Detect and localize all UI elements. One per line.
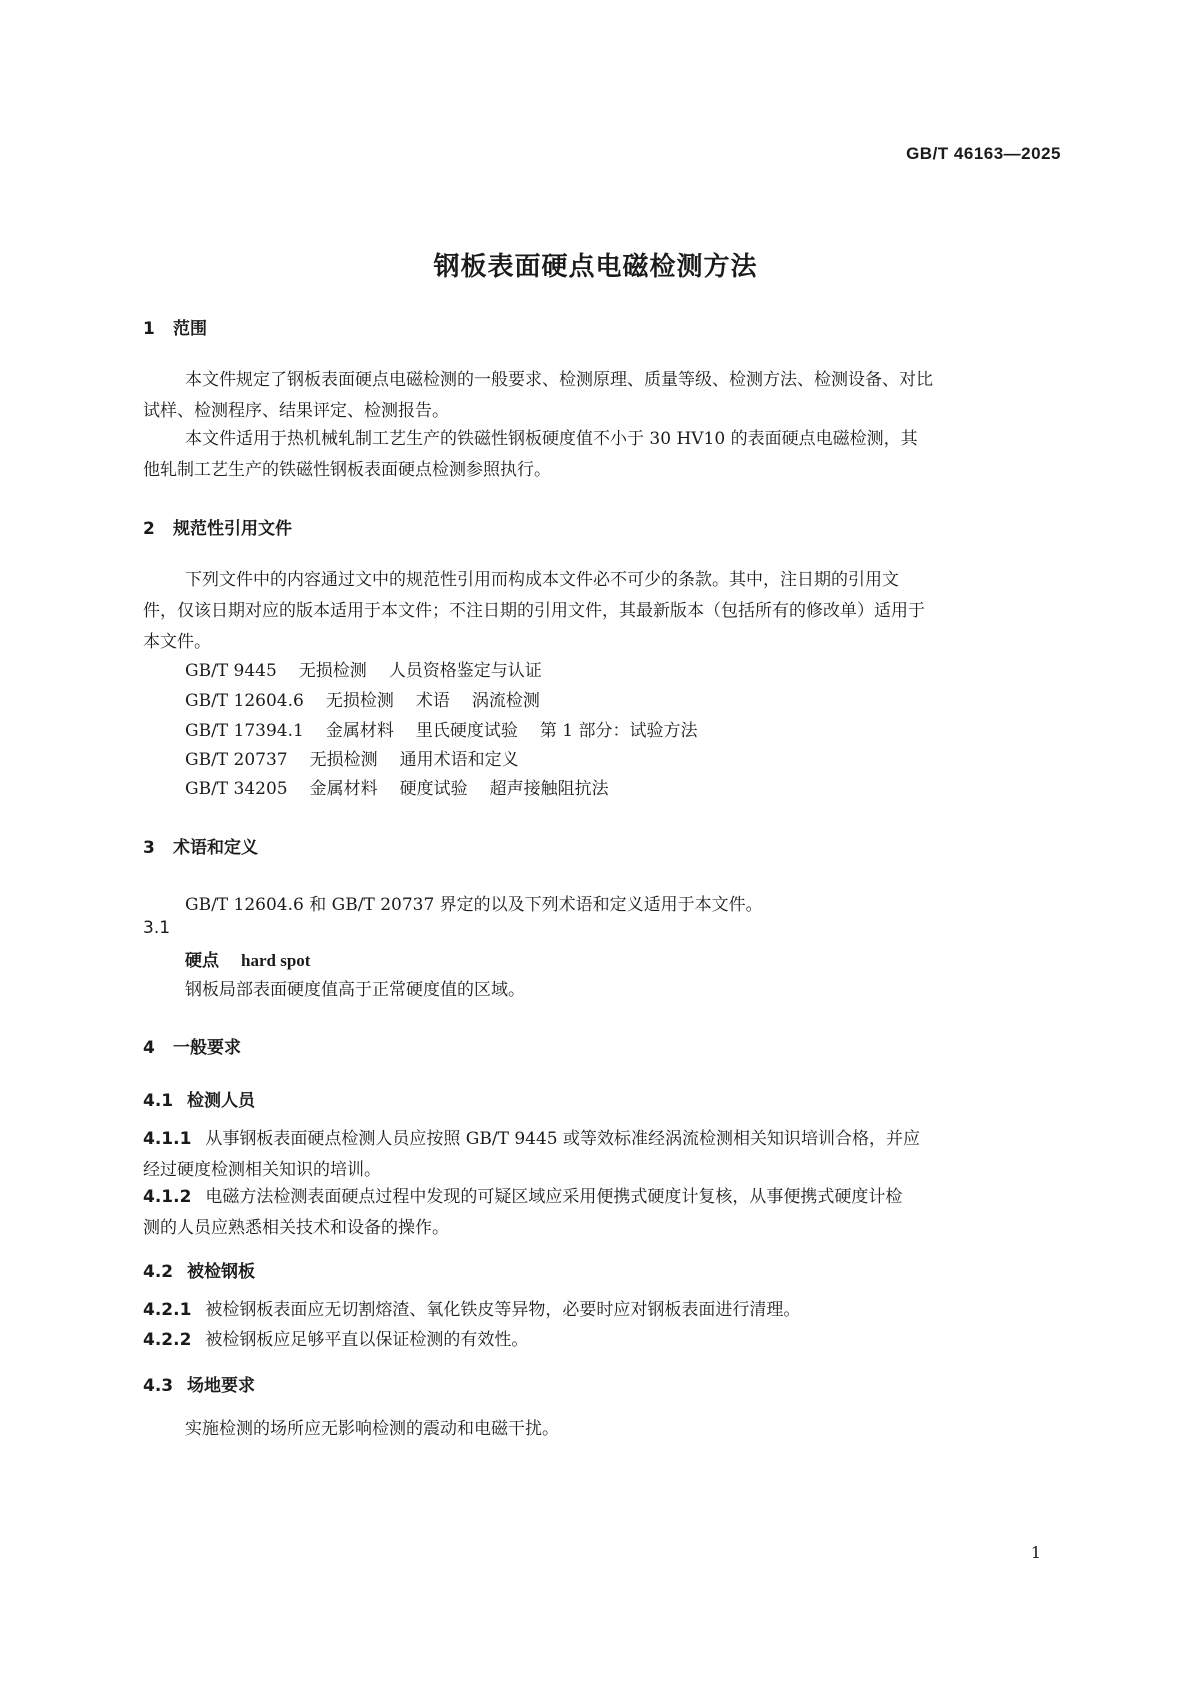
subsection-title: 检测人员: [187, 1091, 255, 1111]
reference-title-part: 无损检测: [325, 691, 394, 711]
reference-code: GB/T 34205: [185, 779, 288, 799]
standard-code: GB/T 46163—2025: [906, 144, 1061, 163]
section-1-heading: [143, 314, 207, 339]
clause-number: 4.1.1: [143, 1129, 192, 1149]
term-entry: [185, 946, 310, 971]
reference-title-part: 里氏硬度试验: [415, 721, 518, 741]
document-title: 钢板表面硬点电磁检测方法: [433, 252, 758, 282]
term-english: hard spot: [241, 951, 311, 970]
reference-code: GB/T 17394.1: [185, 721, 304, 741]
section-number: 1: [143, 319, 155, 339]
section-4-heading: [143, 1033, 241, 1058]
normative-reference: [185, 716, 697, 741]
normative-reference: [185, 774, 609, 799]
section-number: 4: [143, 1038, 155, 1058]
reference-title-part: 无损检测: [298, 661, 367, 681]
reference-title-part: 无损检测: [309, 750, 378, 770]
term-number: 3.1: [143, 918, 171, 938]
normative-reference: [185, 745, 519, 770]
clause-text: 电磁方法检测表面硬点过程中发现的可疑区域应采用便携式硬度计复核，从事便携式硬度计检: [205, 1187, 903, 1207]
reference-title-part: 金属材料: [309, 779, 378, 799]
clause-4-2-1: [143, 1295, 1063, 1326]
clause-text: 测的人员应熟悉相关技术和设备的操作。: [143, 1218, 449, 1238]
clause-number: 4.2.2: [143, 1330, 192, 1350]
subsection-4-3-heading: [143, 1371, 255, 1396]
text-line: 他轧制工艺生产的铁磁性钢板表面硬点检测参照执行。: [143, 460, 551, 480]
reference-title-part: 涡流检测: [471, 691, 540, 711]
reference-code: GB/T 12604.6: [185, 691, 304, 711]
subsection-number: 4.2: [143, 1262, 174, 1282]
term-definition: 钢板局部表面硬度值高于正常硬度值的区域。: [185, 980, 525, 1000]
clause-number: 4.1.2: [143, 1187, 192, 1207]
subsection-title: 被检钢板: [187, 1262, 255, 1282]
section-title: 范围: [173, 319, 207, 339]
text-line: 本文件规定了钢板表面硬点电磁检测的一般要求、检测原理、质量等级、检测方法、检测设备、对比: [185, 370, 933, 390]
section-title: 规范性引用文件: [173, 519, 292, 539]
section-title: 术语和定义: [173, 838, 258, 858]
clause-text: 被检钢板表面应无切割熔渣、氧化铁皮等异物，必要时应对钢板表面进行清理。: [205, 1300, 801, 1320]
section-1-paragraph-1: [143, 365, 1063, 427]
section-1-paragraph-2: [143, 424, 1063, 486]
section-title: 一般要求: [173, 1038, 241, 1058]
normative-reference: [185, 656, 542, 681]
subsection-number: 4.3: [143, 1376, 174, 1396]
clause-4-2-2: [143, 1325, 1063, 1356]
reference-code: GB/T 20737: [185, 750, 288, 770]
reference-code: GB/T 9445: [185, 661, 277, 681]
text-line: 本文件。: [143, 632, 211, 652]
clause-text: 从事钢板表面硬点检测人员应按照 GB/T 9445 或等效标准经涡流检测相关知识培训合格，并应: [205, 1129, 921, 1149]
clause-text: 被检钢板应足够平直以保证检测的有效性。: [205, 1330, 529, 1350]
reference-title-part: 术语: [415, 691, 450, 711]
section-number: 3: [143, 838, 155, 858]
text-line: 试样、检测程序、结果评定、检测报告。: [143, 401, 449, 421]
text-line: 本文件适用于热机械轧制工艺生产的铁磁性钢板硬度值不小于 30 HV10 的表面硬点电磁检测，其: [185, 429, 918, 449]
reference-title-part: 第 1 部分：试验方法: [539, 721, 698, 741]
section-3-heading: [143, 833, 258, 858]
reference-title-part: 金属材料: [325, 721, 394, 741]
clause-4-1-2: [143, 1182, 1063, 1244]
clause-number: 4.2.1: [143, 1300, 192, 1320]
subsection-number: 4.1: [143, 1091, 174, 1111]
normative-reference: [185, 686, 540, 711]
reference-title-part: 硬度试验: [399, 779, 468, 799]
clause-4-1-1: [143, 1124, 1063, 1186]
page-number: 1: [1030, 1543, 1041, 1562]
text-line: 下列文件中的内容通过文中的规范性引用而构成本文件必不可少的条款。其中，注日期的引用文: [185, 570, 899, 590]
subsection-4-1-heading: [143, 1086, 255, 1111]
term-chinese: 硬点: [185, 951, 219, 971]
reference-title-part: 超声接触阻抗法: [489, 779, 609, 799]
section-3-intro: GB/T 12604.6 和 GB/T 20737 界定的以及下列术语和定义适用于本文件。: [185, 895, 763, 915]
section-2-paragraph: [143, 565, 1063, 658]
subsection-4-2-heading: [143, 1257, 255, 1282]
reference-title-part: 通用术语和定义: [399, 750, 519, 770]
section-4-3-text: 实施检测的场所应无影响检测的震动和电磁干扰。: [185, 1419, 559, 1439]
section-number: 2: [143, 519, 155, 539]
reference-title-part: 人员资格鉴定与认证: [388, 661, 542, 681]
subsection-title: 场地要求: [187, 1376, 255, 1396]
clause-text: 经过硬度检测相关知识的培训。: [143, 1160, 381, 1180]
text-line: 件，仅该日期对应的版本适用于本文件；不注日期的引用文件，其最新版本（包括所有的修改单）适用于: [143, 601, 925, 621]
section-2-heading: [143, 514, 292, 539]
